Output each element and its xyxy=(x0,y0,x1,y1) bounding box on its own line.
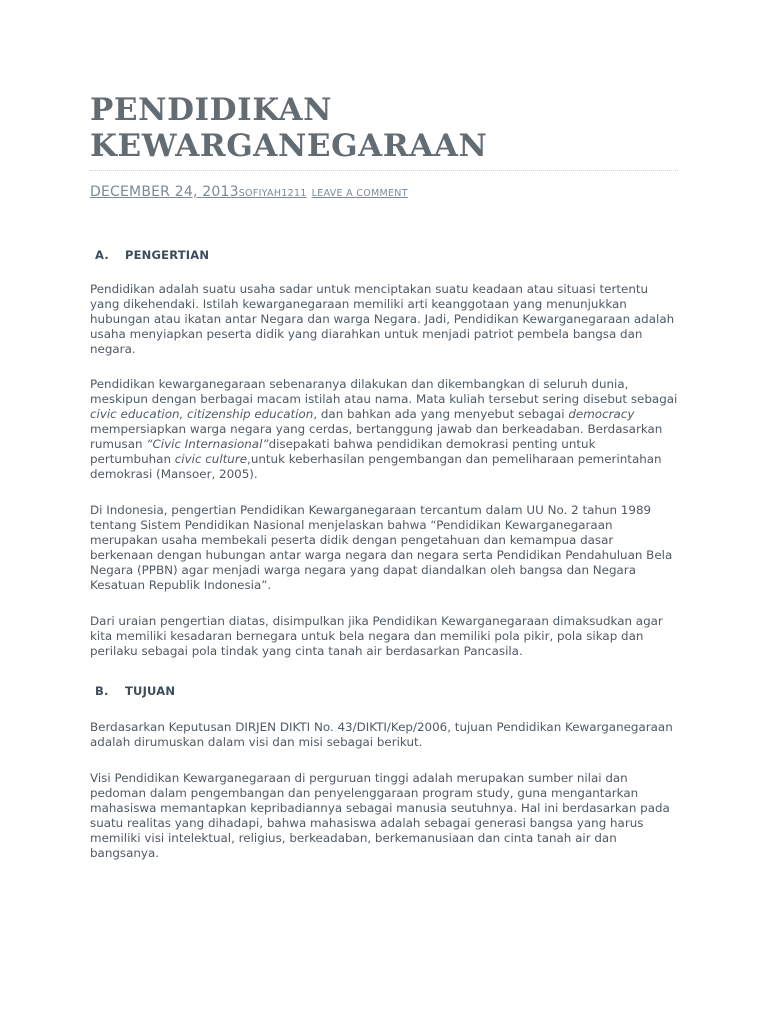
section-number: B. xyxy=(95,684,109,698)
section-title: TUJUAN xyxy=(125,684,176,698)
text-run: , dan bahkan ada yang menyebut sebagai xyxy=(313,407,569,421)
post-date-link[interactable]: DECEMBER 24, 2013 xyxy=(90,184,239,200)
title-divider xyxy=(90,170,678,171)
section-number: A. xyxy=(95,248,109,262)
italic-term: “Civic Internasional” xyxy=(146,437,269,451)
post-title: PENDIDIKAN KEWARGANEGARAAN xyxy=(90,92,488,164)
text-run: Pendidikan kewarganegaraan sebenaranya dilakukan dan dikembangkan di seluruh dunia, meskipun dengan berbagai macam istilah atau nama. Mata kuliah tersebut sering disebut sebagai xyxy=(90,377,678,406)
leave-comment-link[interactable]: LEAVE A COMMENT xyxy=(311,188,408,199)
post xyxy=(90,92,680,861)
paragraph: Visi Pendidikan Kewarganegaraan di perguruan tinggi adalah merupakan sumber nilai dan pedoman dalam pengembangan dan penyelenggaraan program study, guna mengantarkan mahasiswa memantapkan kepribadiannya sebagai manusia seutuhnya. Hal ini berdasarkan pada suatu realitas yang dihadapi, bahwa mahasiswa adalah sebagai generasi bangsa yang harus memiliki visi intelektual, religius, berkeadaban, berkemanusiaan dan cinta tanah air dan bangsanya. xyxy=(90,771,670,860)
section-heading-pengertian xyxy=(90,247,680,263)
paragraph: Di Indonesia, pengertian Pendidikan Kewarganegaraan tercantum dalam UU No. 2 tahun 1989 tentang Sistem Pendidikan Nasional menjelaskan bahwa “Pendidikan Kewarganegaraan merupakan usaha membekali peserta didik dengan pengetahuan dan kemampua dasar berkenaan dengan hubungan antar warga negara dan negara serta Pendidikan Pendahuluan Bela Negara (PPBN) agar menjadi warga negara yang dapat diandalkan oleh bangsa dan Negara Kesatuan Republik Indonesia”. xyxy=(90,503,673,592)
post-meta xyxy=(90,181,680,201)
text-run: disepakati bahwa pendidikan demokrasi penting untuk pertumbuhan xyxy=(90,437,596,466)
text-run: mempersiapkan warga negara yang cerdas, bertanggung jawab dan berkeadaban. Berdasarkan rumusan xyxy=(90,422,663,451)
italic-term: civic education, citizenship education xyxy=(90,407,314,421)
text-run: ,untuk keberhasilan pengembangan dan pemeliharaan pemerintahan demokrasi (Mansoer, 2005). xyxy=(90,452,662,481)
paragraph: Berdasarkan Keputusan DIRJEN DIKTI No. 43/DIKTI/Kep/2006, tujuan Pendidikan Kewarganegaraan adalah dirumuskan dalam visi dan misi sebagai berikut. xyxy=(90,720,673,749)
section-title: PENGERTIAN xyxy=(125,248,210,262)
paragraph xyxy=(90,377,680,482)
italic-term: democracy xyxy=(568,407,635,421)
paragraph: Pendidikan adalah suatu usaha sadar untuk menciptakan suatu keadaan atau situasi tertentu yang dikehendaki. Istilah kewarganegaraan memiliki arti keanggotaan yang menunjukkan hubungan atau ikatan antar Negara dan warga Negara. Jadi, Pendidikan Kewarganegaraan adalah usaha menyiapkan peserta didik yang diarahkan untuk menjadi patriot pembela bangsa dan negara. xyxy=(90,282,675,356)
italic-term: civic culture xyxy=(174,452,248,466)
paragraph: Dari uraian pengertian diatas, disimpulkan jika Pendidikan Kewarganegaraan dimaksudkan agar kita memiliki kesadaran bernegara untuk bela negara dan memiliki pola pikir, pola sikap dan perilaku sebagai pola tindak yang cinta tanah air berdasarkan Pancasila. xyxy=(90,614,663,658)
section-heading-tujuan xyxy=(90,683,680,699)
post-author-link[interactable]: SOFIYAH1211 xyxy=(238,188,307,199)
